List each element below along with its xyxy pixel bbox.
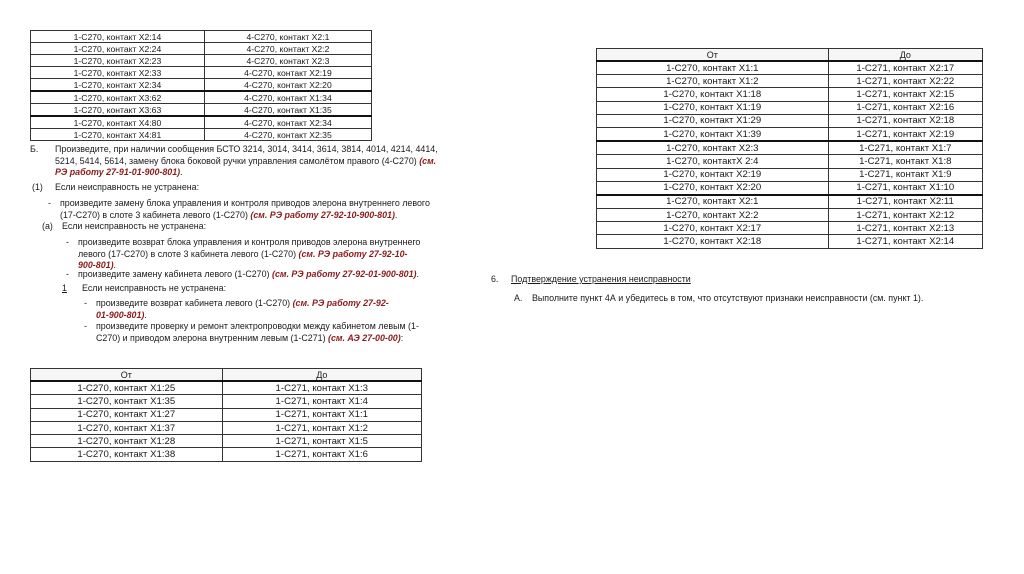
dash-5-marker: -: [84, 321, 87, 331]
table-cell: 1-С270, контакт Х2:14: [31, 31, 205, 43]
dash-4-reference[interactable]: (см. РЭ работу 27-92-01-900-801): [96, 298, 389, 320]
table-cell: 1-С270, контакт Х2:33: [31, 67, 205, 79]
table-row: [597, 209, 983, 222]
table-cell: 4-С270, контакт Х2:20: [204, 79, 371, 92]
table-row: [597, 127, 983, 141]
table-row: [597, 101, 983, 114]
table-cell: 1-С270, контакт Х2:23: [31, 55, 205, 67]
table-cell: 1-С271, контакт Х1:1: [222, 408, 421, 421]
table-cell: 1-С270, контакт Х3:63: [31, 104, 205, 117]
table-cell: 1-С271, контакт Х2:13: [828, 222, 982, 235]
wiring-table-right: [596, 48, 983, 249]
dash-4-end: .: [144, 309, 147, 320]
table-cell: 1-С270, контакт Х1:37: [31, 421, 223, 434]
item-1-text: Если неисправность не устранена:: [55, 182, 200, 192]
table-row: [31, 31, 372, 43]
table-row: [597, 222, 983, 235]
table-cell: 1-С270, контакт Х1:35: [31, 395, 223, 408]
table-row: [31, 381, 422, 395]
table-cell: 4-С270, контакт Х2:19: [204, 67, 371, 79]
table-cell: 1-С271, контакт Х1:8: [828, 155, 982, 168]
table-cell: 1-С271, контакт Х2:19: [828, 127, 982, 141]
paragraph-b: [55, 144, 440, 179]
dash-2-reference[interactable]: (см. РЭ работу 27-92-10-900-801): [78, 248, 408, 270]
paragraph-b-reference[interactable]: (см. РЭ работу 27-91-01-900-801): [55, 155, 437, 177]
table-cell: 1-С271, контакт Х1:5: [222, 435, 421, 448]
table-row: [31, 448, 422, 461]
dash-3-marker: -: [66, 269, 69, 279]
table-cell: 1-С271, контакт Х2:22: [828, 75, 982, 88]
table-cell: 1-С270, контакт Х2:1: [597, 195, 829, 209]
dash-item-1: [60, 198, 435, 221]
dash-1-marker: -: [48, 198, 51, 208]
item-1b-marker: 1: [62, 283, 67, 293]
table-cell: 1-С271, контакт Х2:15: [828, 88, 982, 101]
dash-3-end: .: [416, 269, 419, 279]
table-header-row: [31, 369, 422, 382]
table-row: [31, 43, 372, 55]
column-header-to: До: [828, 49, 982, 62]
table-cell: 1-С270, контакт Х1:25: [31, 381, 223, 395]
table-row: [31, 91, 372, 104]
table-cell: 1-С270, контакт Х1:27: [31, 408, 223, 421]
table-cell: 1-С270, контакт Х1:38: [31, 448, 223, 461]
table-row: [31, 435, 422, 448]
table-cell: 1-С271, контакт Х2:14: [828, 235, 982, 248]
dash-item-2: [78, 237, 423, 272]
wiring-table-top-left: [30, 30, 372, 141]
table-cell: 1-С271, контакт Х2:18: [828, 114, 982, 127]
table-cell: 1-С270, контакт Х4:81: [31, 129, 205, 141]
table-cell: 1-С270, контакт Х2:20: [597, 181, 829, 195]
paragraph-b-end: .: [180, 167, 183, 177]
table-row: [31, 395, 422, 408]
table-row: [31, 104, 372, 117]
dash-1-reference[interactable]: (см. РЭ работу 27-92-10-900-801): [250, 209, 395, 220]
dash-item-5: [96, 321, 426, 344]
table-cell: 1-С271, контакт Х2:16: [828, 101, 982, 114]
paragraph-b-text: Произведите, при наличии сообщения БСТО 3214, 3014, 3414, 3614, 3814, 4014, 4214, 4414, 5214, 5414, 5614, замену блока боковой ручки управления самолётом правого (4-С270): [55, 144, 438, 166]
table-row: [31, 67, 372, 79]
table-cell: 1-С270, контакт Х1:18: [597, 88, 829, 101]
table-cell: 1-С270, контакт Х1:39: [597, 127, 829, 141]
table-row: [597, 75, 983, 88]
table-row: [597, 61, 983, 75]
dash-1-end: .: [394, 209, 398, 220]
column-header-from: От: [31, 369, 223, 382]
table-cell: 1-С271, контакт Х2:11: [828, 195, 982, 209]
table-cell: 4-С270, контакт Х1:34: [204, 91, 371, 104]
table-row: [31, 79, 372, 92]
table-cell: 1-С271, контакт Х1:10: [828, 181, 982, 195]
table-cell: 1-С271, контакт Х2:17: [828, 61, 982, 75]
table-row: [597, 235, 983, 248]
table-cell: 1-С270, контакт Х1:19: [597, 101, 829, 114]
dash-3-text: произведите замену кабинета левого (1-С270): [78, 269, 270, 279]
section-6-title: Подтверждение устранения неисправности: [511, 274, 691, 284]
item-1-marker: (1): [32, 182, 43, 192]
dash-4-text: произведите возврат кабинета левого (1-С270): [96, 298, 291, 308]
table-cell: 4-С270, контакт Х2:1: [204, 31, 371, 43]
section-6-marker: 6.: [491, 274, 499, 284]
dash-item-4: [96, 298, 401, 321]
wiring-table-bottom-left: [30, 368, 422, 462]
table-row: [597, 195, 983, 209]
item-a-marker: (а): [42, 221, 53, 231]
column-header-from: От: [597, 49, 829, 62]
table-row: [597, 141, 983, 155]
dash-5-text: произведите проверку и ремонт электропроводки между кабинетом левым (1-С270) и приводом элерона внутренним левым (1-С271): [96, 321, 419, 343]
table-cell: 1-С270, контакт Х2:34: [31, 79, 205, 92]
table-cell: 4-С270, контакт Х1:35: [204, 104, 371, 117]
table-cell: 1-С271, контакт Х1:3: [222, 381, 421, 395]
table-cell: 1-С270, контакт Х1:29: [597, 114, 829, 127]
table-row: [31, 421, 422, 434]
column-header-to: До: [222, 369, 421, 382]
table-row: [597, 114, 983, 127]
table-cell: 1-С270, контакт Х1:1: [597, 61, 829, 75]
table-row: [597, 168, 983, 181]
table-header-row: [597, 49, 983, 62]
table-cell: 1-С271, контакт Х1:2: [222, 421, 421, 434]
table-cell: 1-С270, контакт Х1:28: [31, 435, 223, 448]
section-6-item-text: Выполните пункт 4А и убедитесь в том, что отсутствуют признаки неисправности (см. пункт 1).: [532, 293, 924, 303]
table-row: [597, 181, 983, 195]
dash-2-end: .: [113, 260, 116, 270]
dash-3-reference[interactable]: (см. РЭ работу 27-92-01-900-801): [271, 269, 417, 279]
table-cell: 4-С270, контакт Х2:3: [204, 55, 371, 67]
dash-5-end: :: [400, 332, 404, 343]
table-row: [31, 116, 372, 129]
table-cell: 1-С270, контакт Х2:24: [31, 43, 205, 55]
table-cell: 1-С270, контакт Х2:18: [597, 235, 829, 248]
table-cell: 1-С271, контакт Х1:6: [222, 448, 421, 461]
section-6-item-marker: А.: [514, 293, 523, 303]
table-cell: 1-С271, контакт Х1:7: [828, 141, 982, 155]
table-row: [31, 55, 372, 67]
table-cell: 1-С270, контактХ 2:4: [597, 155, 829, 168]
table-cell: 1-С270, контакт Х4:80: [31, 116, 205, 129]
table-cell: 1-С271, контакт Х2:12: [828, 209, 982, 222]
dash-item-3: [78, 269, 433, 281]
table-cell: 1-С270, контакт Х2:19: [597, 168, 829, 181]
item-1b-text: Если неисправность не устранена:: [82, 283, 227, 293]
table-row: [31, 129, 372, 141]
table-cell: 1-С270, контакт Х2:3: [597, 141, 829, 155]
table-cell: 4-С270, контакт Х2:2: [204, 43, 371, 55]
table-cell: 1-С270, контакт Х2:2: [597, 209, 829, 222]
dash-2-text: произведите возврат блока управления и контроля приводов элерона внутреннего левого (17-С270) в слоте 3 кабинета левого (1-С270): [78, 237, 421, 259]
dash-1-text: произведите замену блока управления и контроля приводов элерона внутреннего левого (17-С270) в слоте 3 кабинета левого (1-С270): [60, 198, 430, 220]
table-cell: 1-С271, контакт Х1:4: [222, 395, 421, 408]
dash-5-reference[interactable]: (см. АЭ 27-00-00): [328, 332, 401, 343]
dash-4-marker: -: [84, 298, 87, 308]
table-row: [597, 155, 983, 168]
table-row: [597, 88, 983, 101]
table-cell: 4-С270, контакт Х2:34: [204, 116, 371, 129]
table-row: [31, 408, 422, 421]
table-cell: 4-С270, контакт Х2:35: [204, 129, 371, 141]
table-cell: 1-С270, контакт Х3:62: [31, 91, 205, 104]
paragraph-b-marker: Б.: [30, 144, 39, 154]
item-a-text: Если неисправность не устранена:: [62, 221, 207, 231]
dash-2-marker: -: [66, 237, 69, 247]
table-cell: 1-С270, контакт Х2:17: [597, 222, 829, 235]
table-cell: 1-С271, контакт Х1:9: [828, 168, 982, 181]
table-cell: 1-С270, контакт Х1:2: [597, 75, 829, 88]
